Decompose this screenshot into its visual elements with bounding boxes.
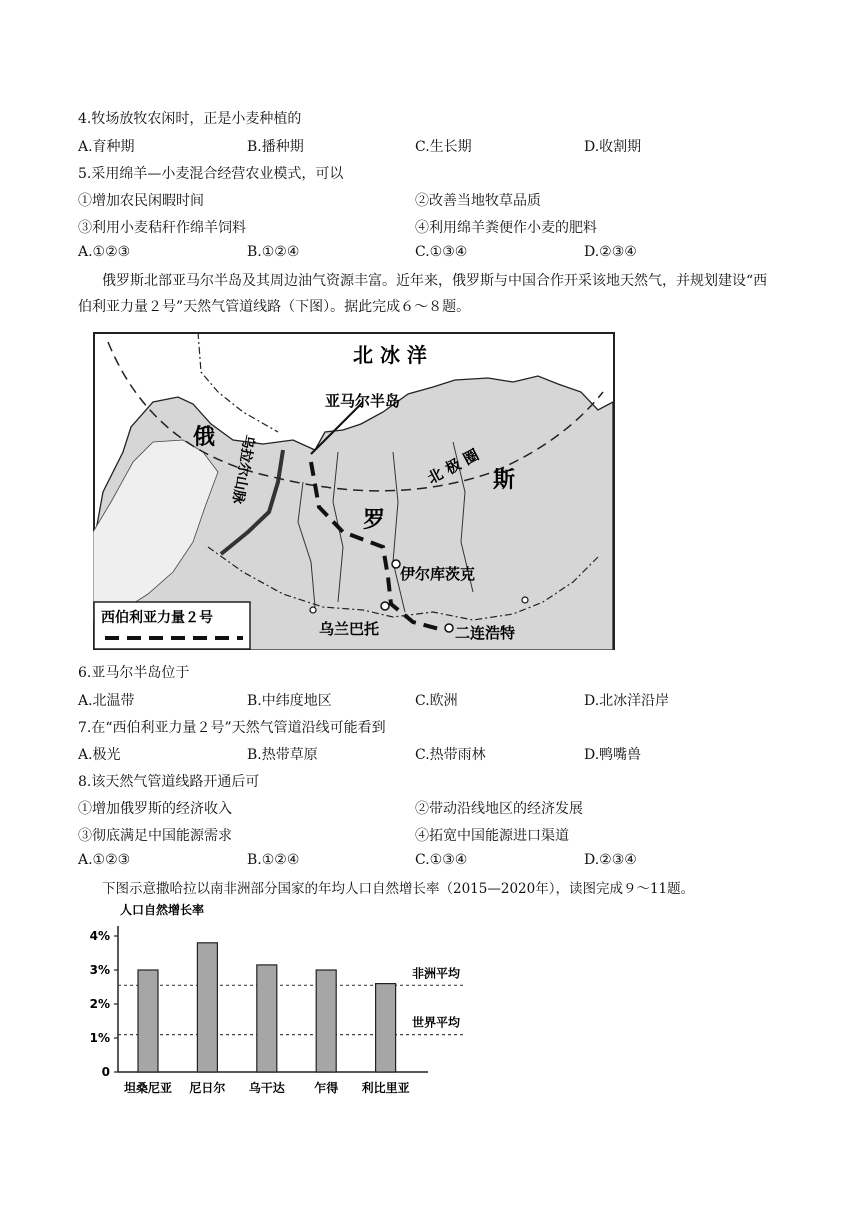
peninsula-label: 亚马尔半岛 xyxy=(325,392,401,410)
q8-item-3: ③彻底满足中国能源需求 xyxy=(78,828,232,844)
q4-stem: 4.牧场放牧农闲时，正是小麦种植的 xyxy=(78,111,302,127)
ocean-label: 北 冰 洋 xyxy=(353,343,427,367)
y-tick-label: 1% xyxy=(89,1031,110,1045)
q8-stem: 8.该天然气管道线路开通后可 xyxy=(78,774,260,790)
growth-rate-chart xyxy=(78,868,498,1098)
y-tick-label: 0 xyxy=(101,1065,110,1079)
y-tick-label: 2% xyxy=(89,997,110,1011)
erenhot-marker xyxy=(445,624,453,632)
q4-option-d[interactable]: D.收割期 xyxy=(584,139,642,155)
q8-option-a[interactable]: A.①②③ xyxy=(78,852,131,868)
country-char-3: 斯 xyxy=(493,468,516,493)
q5-option-d[interactable]: D.②③④ xyxy=(584,244,637,260)
q8-item-4: ④拓宽中国能源进口渠道 xyxy=(415,828,569,844)
q7-option-d[interactable]: D.鸭嘴兽 xyxy=(584,747,642,763)
x-category-label: 利比里亚 xyxy=(361,1081,410,1095)
q5-item-4: ④利用绵羊粪便作小麦的肥料 xyxy=(415,220,597,236)
q5-item-1: ①增加农民闲暇时间 xyxy=(78,193,204,209)
ulaanbaatar-marker xyxy=(381,602,389,610)
city-marker-5 xyxy=(522,597,528,603)
passage-9-11: 下图示意撒哈拉以南非洲部分国家的年均人口自然增长率（2015—2020年），读图完成９～11题。 xyxy=(102,881,695,897)
q5-item-2: ②改善当地牧草品质 xyxy=(415,193,541,209)
q7-option-c[interactable]: C.热带雨林 xyxy=(415,747,486,763)
chart-ylabel: 人口自然增长率 xyxy=(120,903,205,917)
q5-option-c[interactable]: C.①③④ xyxy=(415,244,468,260)
q7-stem: 7.在“西伯利亚力量２号”天然气管道沿线可能看到 xyxy=(78,720,386,736)
q5-item-3: ③利用小麦秸秆作绵羊饲料 xyxy=(78,220,246,236)
erenhot-label: 二连浩特 xyxy=(455,624,516,642)
country-char-1: 俄 xyxy=(193,425,216,450)
y-tick-label: 3% xyxy=(89,963,110,977)
arctic-circle-label: 北 极 圈 xyxy=(424,445,482,488)
q6-option-b[interactable]: B.中纬度地区 xyxy=(247,693,332,709)
bar xyxy=(197,943,217,1072)
q7-option-a[interactable]: A.极光 xyxy=(78,747,121,763)
x-category-label: 坦桑尼亚 xyxy=(123,1081,173,1095)
q6-option-a[interactable]: A.北温带 xyxy=(78,693,135,709)
q8-option-b[interactable]: B.①②④ xyxy=(247,852,300,868)
map-legend xyxy=(94,602,250,649)
ural-label: 乌拉尔山脉 xyxy=(228,433,257,506)
city-marker-4 xyxy=(310,607,316,613)
q6-stem: 6.亚马尔半岛位于 xyxy=(78,665,190,681)
bar xyxy=(257,965,277,1072)
x-category-label: 尼日尔 xyxy=(189,1081,226,1095)
y-tick-label: 4% xyxy=(89,929,110,943)
q5-stem: 5.采用绵羊—小麦混合经营农业模式，可以 xyxy=(78,166,344,182)
bar xyxy=(376,984,396,1072)
reference-line-label: 世界平均 xyxy=(412,1015,461,1030)
reference-line-label: 非洲平均 xyxy=(412,966,461,981)
irkutsk-marker xyxy=(392,560,400,568)
q6-option-c[interactable]: C.欧洲 xyxy=(415,693,458,709)
q4-option-c[interactable]: C.生长期 xyxy=(415,139,472,155)
x-category-label: 乍得 xyxy=(314,1081,339,1095)
q8-item-2: ②带动沿线地区的经济发展 xyxy=(415,801,583,817)
q5-option-a[interactable]: A.①②③ xyxy=(78,244,131,260)
bar xyxy=(316,970,336,1072)
q4-option-a[interactable]: A.育种期 xyxy=(78,139,135,155)
country-char-2: 罗 xyxy=(363,508,386,533)
q4-option-b[interactable]: B.播种期 xyxy=(247,139,304,155)
passage-6-8: 俄罗斯北部亚马尔半岛及其周边油气资源丰富。近年来，俄罗斯与中国合作开采该地天然气，并规划建设“西伯利亚力量２号”天然气管道线路（下图）。据此完成６～８题。 xyxy=(78,273,768,315)
x-category-label: 乌干达 xyxy=(248,1081,285,1095)
q8-item-1: ①增加俄罗斯的经济收入 xyxy=(78,801,232,817)
ulaanbaatar-label: 乌兰巴托 xyxy=(319,620,380,638)
irkutsk-label: 伊尔库茨克 xyxy=(400,565,476,583)
legend-title: 西伯利亚力量２号 xyxy=(101,610,213,626)
q8-option-c[interactable]: C.①③④ xyxy=(415,852,468,868)
q5-option-b[interactable]: B.①②④ xyxy=(247,244,300,260)
russia-pipeline-map xyxy=(93,332,615,650)
q6-option-d[interactable]: D.北冰洋沿岸 xyxy=(584,693,670,709)
q8-option-d[interactable]: D.②③④ xyxy=(584,852,637,868)
q7-option-b[interactable]: B.热带草原 xyxy=(247,747,318,763)
bar xyxy=(138,970,158,1072)
